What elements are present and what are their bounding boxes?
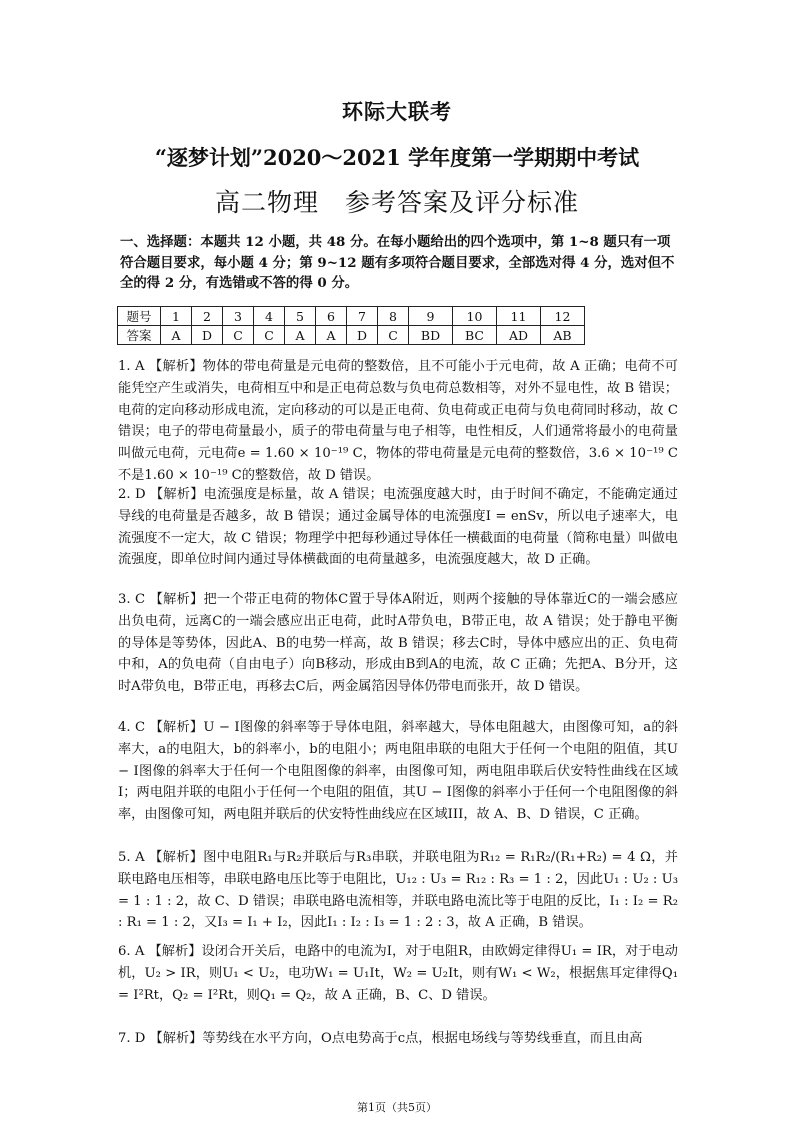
table-cell: C xyxy=(223,326,254,345)
table-cell: C xyxy=(254,326,285,345)
table-cell: A xyxy=(316,326,347,345)
answer-table-row-answers xyxy=(118,326,585,345)
table-cell: 8 xyxy=(378,307,409,326)
table-cell: 12 xyxy=(541,307,585,326)
table-cell: 11 xyxy=(497,307,541,326)
table-cell: 1 xyxy=(161,307,192,326)
subject-title: 高二物理 参考答案及评分标准 xyxy=(214,188,579,217)
table-cell: A xyxy=(285,326,316,345)
answer-table-row-numbers xyxy=(118,307,585,326)
table-cell: 3 xyxy=(223,307,254,326)
exam-title: “逐梦计划”2020～2021 学年度第一学期期中考试 xyxy=(154,145,640,170)
row-label: 答案 xyxy=(118,326,161,345)
explanation-q7: 7. D 【解析】等势线在水平方向，O点电势高于c点，根据电场线与等势线垂直，而且由高 xyxy=(118,1031,643,1046)
table-cell: 4 xyxy=(254,307,285,326)
table-cell: 6 xyxy=(316,307,347,326)
table-cell: BD xyxy=(409,326,453,345)
answer-table xyxy=(117,306,585,345)
page-footer: 第1页（共5页） xyxy=(357,1101,437,1114)
exam-organizer-title: 环际大联考 xyxy=(342,99,452,124)
explanation-q4: 4. C 【解析】U − I图像的斜率等于导体电阻，斜率越大，导体电阻越大，由图像可知，a的斜率大，a的电阻大，b的斜率小，b的电阻小；两电阻串联的电阻大于任何一个电阻的阻值，其U − I图像的斜率大于任何一个电阻图像的斜率，由图像可知，两电阻串联后伏安特性曲线在区域I；两电阻并联的电阻小于任何一个电阻的阻值，其U − I图像的斜率小于任何一个电阻图像的斜率，由图像可知，两电阻并联后的伏安特性曲线应在区域III，故 A、B、D 错误，C 正确。 xyxy=(118,720,678,823)
table-cell: D xyxy=(347,326,378,345)
table-cell: AD xyxy=(497,326,541,345)
table-cell: BC xyxy=(453,326,497,345)
table-cell: 9 xyxy=(409,307,453,326)
table-cell: 5 xyxy=(285,307,316,326)
explanation-q3: 3. C 【解析】把一个带正电荷的物体C置于导体A附近，则两个接触的导体靠近C的一端会感应出负电荷，远离C的一端会感应出正电荷，此时A带负电，B带正电，故 A 错误；处于静电平衡的导体是等势体，因此A、B的电势一样高，故 B 错误；移去C时，导体中感应出的正、负电荷中和，A的负电荷（自由电子）向B移动，形成由B到A的电流，故 C 正确；先把A、B分开，这时A带负电，B带正电，再移去C后，两金属箔因导体仍带电而张开，故 D 错误。 xyxy=(118,592,678,695)
explanation-q1: 1. A 【解析】物体的带电荷量是元电荷的整数倍，且不可能小于元电荷，故 A 正确；电荷不可能凭空产生或消失，电荷相互中和是正电荷总数与负电荷总数相等，对外不显电性，故 B 错误；电荷的定向移动形成电流，定向移动的可以是正电荷、负电荷或正电荷与负电荷同时移动，故 C 错误；电子的带电荷量最小，质子的带电荷量与电子相等，电性相反，人们通常将最小的电荷量叫做元电荷，元电荷e = 1.60 × 10⁻¹⁹ C，物体的带电荷量是元电荷的整数倍，3.6 × 10⁻¹⁹ C不是1.60 × 10⁻¹⁹ C的整数倍，故 D 错误。 xyxy=(118,359,678,483)
table-cell: 10 xyxy=(453,307,497,326)
table-cell: 7 xyxy=(347,307,378,326)
explanation-q5: 5. A 【解析】图中电阻R₁与R₂并联后与R₃串联，并联电阻为R₁₂ = R₁R₂/(R₁+R₂) = 4 Ω，并联电路电压相等，串联电路电压比等于电阻比，U₁₂ : U₃ = R₁₂ : R₃ = 1 : 2，因此U₁ : U₂ : U₃ = 1 : 1 : 2，故 C、D 错误；串联电路电流相等，并联电路电流比等于电阻的反比，I₁ : I₂ = R₂ : R₁ = 1 : 2，又I₃ = I₁ + I₂，因此I₁ : I₂ : I₃ = 1 : 2 : 3，故 A 正确，B 错误。 xyxy=(118,850,678,931)
section-intro: 一、选择题：本题共 12 小题，共 48 分。在每小题给出的四个选项中，第 1~8 题只有一项符合题目要求，每小题 4 分；第 9~12 题有多项符合题目要求，全部选对得 4 分，选对但不全的得 2 分，有选错或不答的得 0 分。 xyxy=(120,234,675,291)
table-cell: D xyxy=(192,326,223,345)
table-cell: 2 xyxy=(192,307,223,326)
explanation-q6: 6. A 【解析】设闭合开关后，电路中的电流为I，对于电阻R，由欧姆定律得U₁ = IR，对于电动机，U₂ > IR，则U₁ < U₂，电功W₁ = U₁It，W₂ = U₂It，则有W₁ < W₂，根据焦耳定律得Q₁ = I²Rt，Q₂ = I²Rt，则Q₁ = Q₂，故 A 正确，B、C、D 错误。 xyxy=(118,944,678,1003)
table-cell: AB xyxy=(541,326,585,345)
table-cell: C xyxy=(378,326,409,345)
table-cell: A xyxy=(161,326,192,345)
row-label: 题号 xyxy=(118,307,161,326)
explanation-q2: 2. D 【解析】电流强度是标量，故 A 错误；电流强度越大时，由于时间不确定，不能确定通过导线的电荷量是否越多，故 B 错误；通过金属导体的电流强度I = enSv，所以电子速率大，电流强度不一定大，故 C 错误；物理学中把每秒通过导体任一横截面的电荷量（简称电量）叫做电流强度，即单位时间内通过导体横截面的电荷量越多，电流强度越大，故 D 正确。 xyxy=(118,487,678,568)
